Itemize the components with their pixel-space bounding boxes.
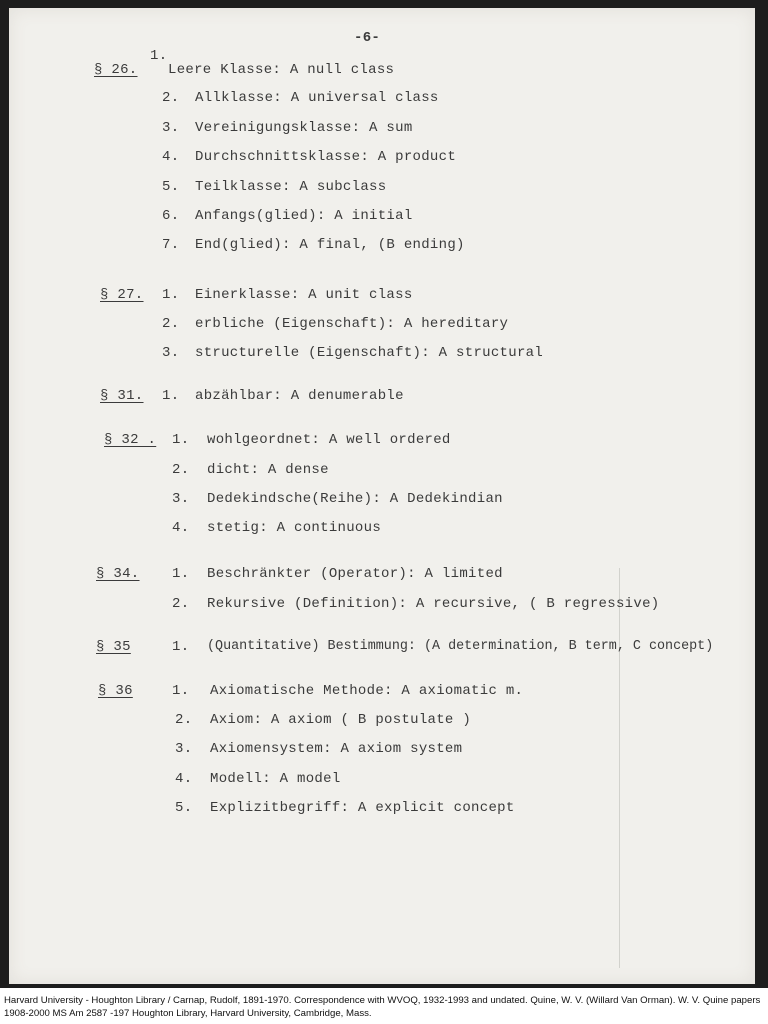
entry-number: 3. bbox=[172, 491, 190, 507]
entry-line bbox=[98, 683, 133, 699]
entry-number: 6. bbox=[162, 208, 180, 224]
entry-text: Dedekindsche(Reihe): A Dedekindian bbox=[207, 491, 503, 507]
entry-text: erbliche (Eigenschaft): A hereditary bbox=[195, 316, 509, 332]
entry-number: 3. bbox=[162, 345, 180, 361]
entry-number: 1. bbox=[162, 287, 180, 303]
entry-text: Teilklasse: A subclass bbox=[195, 179, 387, 195]
entry-number: 1. bbox=[172, 683, 190, 699]
entry-number: 2. bbox=[175, 712, 193, 728]
entry-text: structurelle (Eigenschaft): A structural bbox=[195, 345, 544, 361]
entry-text: Beschränkter (Operator): A limited bbox=[207, 566, 503, 582]
entry-text: Modell: A model bbox=[210, 771, 341, 787]
section-label: § 34. bbox=[96, 566, 140, 582]
section-label: § 35 bbox=[96, 639, 131, 655]
entry-number: 1. bbox=[162, 388, 180, 404]
entry-text: abzählbar: A denumerable bbox=[195, 388, 404, 404]
entry-number: 4. bbox=[162, 149, 180, 165]
entry-line bbox=[94, 62, 138, 78]
section-label: § 27. bbox=[100, 287, 144, 303]
entry-line bbox=[104, 432, 156, 448]
entry-number: 5. bbox=[175, 800, 193, 816]
entry-text: dicht: A dense bbox=[207, 462, 329, 478]
section-label: § 32 . bbox=[104, 432, 157, 448]
section-label: § 26. bbox=[94, 62, 138, 78]
section-label: § 31. bbox=[100, 388, 144, 404]
entry-line bbox=[96, 566, 140, 582]
entry-text: stetig: A continuous bbox=[207, 520, 382, 536]
entry-number: 4. bbox=[175, 771, 193, 787]
entry-text: End(glied): A final, (B ending) bbox=[195, 237, 465, 253]
entry-number: 2. bbox=[162, 316, 180, 332]
entry-number: 1. bbox=[172, 639, 190, 655]
entry-text: Leere Klasse: A null class bbox=[168, 62, 395, 78]
entry-text: Axiom: A axiom ( B postulate ) bbox=[210, 712, 472, 728]
page-number: -6- bbox=[354, 30, 381, 46]
entry-number: 2. bbox=[172, 596, 190, 612]
entry-text: Explizitbegriff: A explicit concept bbox=[210, 800, 515, 816]
entry-number: 1. bbox=[172, 432, 190, 448]
entry-line bbox=[100, 287, 144, 303]
entry-line bbox=[100, 388, 144, 404]
entry-number: 3. bbox=[162, 120, 180, 136]
entry-number: 5. bbox=[162, 179, 180, 195]
entry-number: 2. bbox=[162, 90, 180, 106]
entry-text: Anfangs(glied): A initial bbox=[195, 208, 413, 224]
paper-crease bbox=[619, 568, 620, 968]
entry-text: Vereinigungsklasse: A sum bbox=[195, 120, 413, 136]
entry-number: 2. bbox=[172, 462, 190, 478]
entry-number: 4. bbox=[172, 520, 190, 536]
entry-number: 1. bbox=[172, 566, 190, 582]
entry-text: (Quantitative) Bestimmung: (A determination, B term, C concept) bbox=[207, 639, 714, 654]
archive-caption: Harvard University - Houghton Library / Carnap, Rudolf, 1891-1970. Correspondence with WVOQ, 1932-1993 and undated. Quine, W. V. (Willard Van Orman). W. V. Quine papers 1908-2000 MS Am 2587 -197 Houghton Library, Harvard University, Cambridge, Mass. bbox=[4, 995, 761, 1019]
entry-number: 3. bbox=[175, 741, 193, 757]
entry-text: Allklasse: A universal class bbox=[195, 90, 439, 106]
entry-number: 7. bbox=[162, 237, 180, 253]
entry-text: Einerklasse: A unit class bbox=[195, 287, 413, 303]
entry-text: Durchschnittsklasse: A product bbox=[195, 149, 457, 165]
entry-text: Rekursive (Definition): A recursive, ( B regressive) bbox=[207, 596, 660, 612]
entry-text: Axiomatische Methode: A axiomatic m. bbox=[210, 683, 524, 699]
entry-text: wohlgeordnet: A well ordered bbox=[207, 432, 451, 448]
entry-text: Axiomensystem: A axiom system bbox=[210, 741, 463, 757]
section-label: § 36 bbox=[98, 683, 133, 699]
entry-number: 1. bbox=[150, 48, 168, 64]
entry-line bbox=[96, 639, 131, 655]
